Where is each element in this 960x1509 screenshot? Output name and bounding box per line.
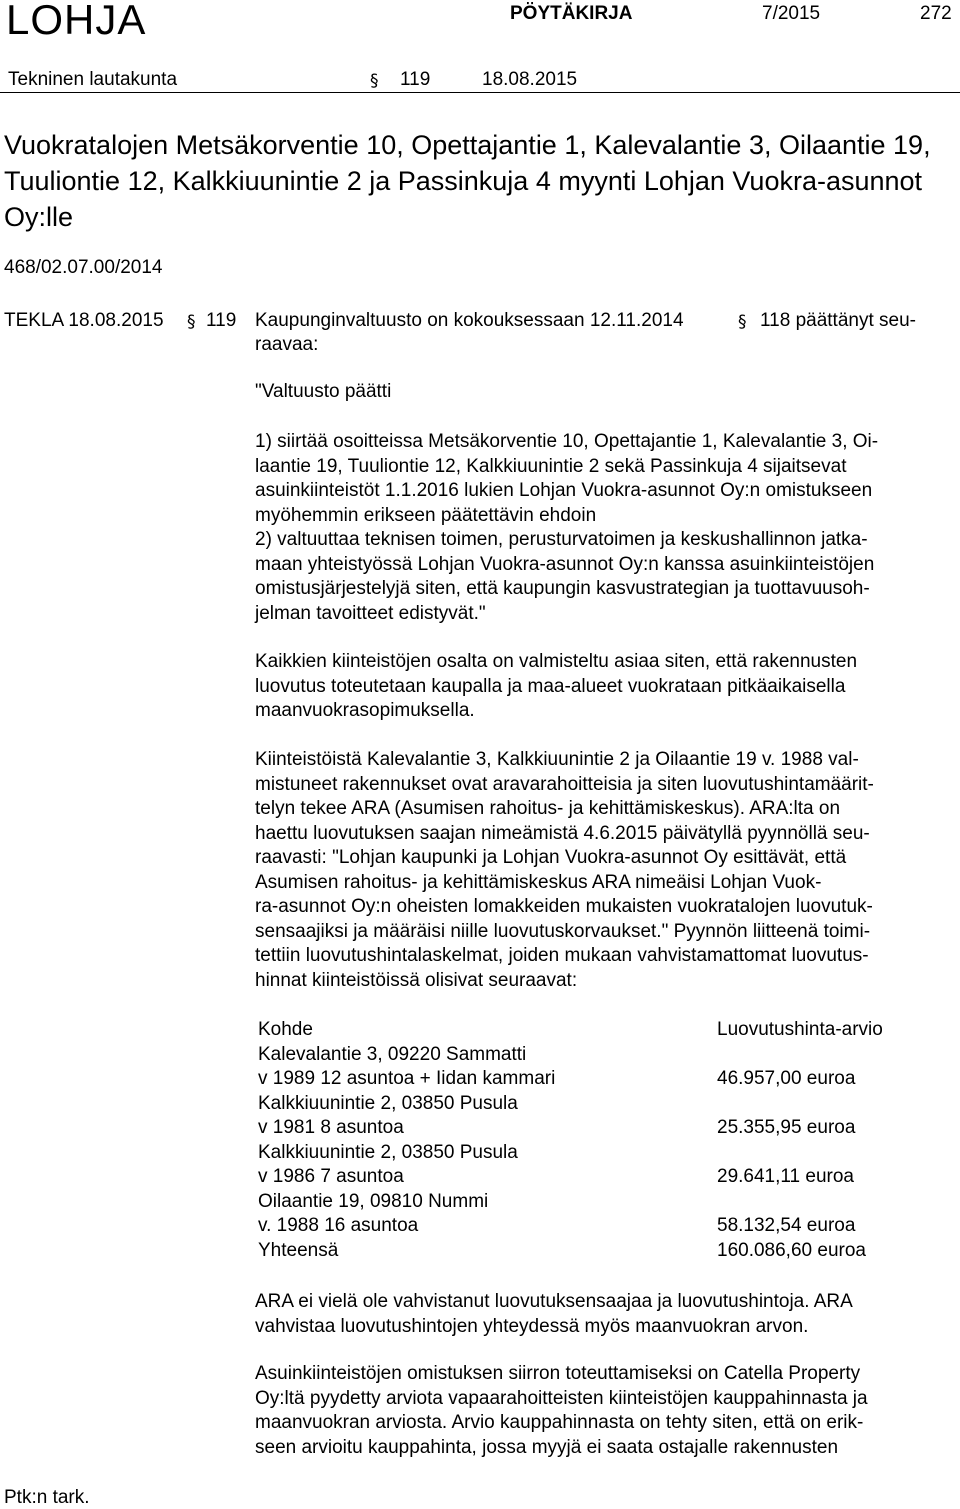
text-line: Oy:ltä pyydetty arviota vapaarahoitteisten kiinteistöjen kauppahinnasta ja	[255, 1387, 868, 1409]
text-line: raavasti: "Lohjan kaupunki ja Lohjan Vuokra-asunnot Oy esittävät, että	[255, 847, 847, 868]
text-line: maanvuokrasopimuksella.	[255, 700, 475, 721]
text-line: jelman tavoitteet edistyvät."	[255, 602, 486, 624]
issue-number: 7/2015	[762, 3, 821, 24]
header-divider	[0, 92, 960, 93]
table-cell-price: 29.641,11 euroa	[717, 1166, 854, 1187]
text-line: 1) siirtää osoitteissa Metsäkorventie 10, Opettajantie 1, Kalevalantie 3, Oi-	[255, 431, 879, 452]
table-cell-property: v 1989 12 asuntoa + Iidan kammari	[258, 1068, 556, 1089]
table-cell-price: 46.957,00 euroa	[717, 1068, 856, 1089]
text-line: Kiinteistöistä Kalevalantie 3, Kalkkiuunintie 2 ja Oilaantie 19 v. 1988 val-	[255, 749, 859, 770]
document-type: PÖYTÄKIRJA	[510, 3, 633, 24]
text-line: tettiin luovutushintalaskelmat, joiden mukaan vahvistamattomat luovutus-	[255, 945, 869, 966]
text-line: mistuneet rakennukset ovat aravarahoitteisia ja siten luovutushintamäärit-	[255, 773, 874, 795]
table-header-price: Luovutushinta-arvio	[717, 1019, 883, 1040]
paragraph-4	[255, 1362, 955, 1460]
text-line: Asumisen rahoitus- ja kehittämiskeskus ARA nimeäisi Lohjan Vuok-	[255, 871, 822, 893]
table-cell-price: 25.355,95 euroa	[717, 1117, 856, 1138]
prep-label: TEKLA 18.08.2015	[4, 310, 164, 331]
paragraph-2	[255, 748, 955, 993]
prep-text-line2: raavaa:	[255, 334, 319, 355]
table-cell-property: Kalkkiuunintie 2, 03850 Pusula	[258, 1092, 518, 1114]
diary-number: 468/02.07.00/2014	[4, 257, 163, 278]
paragraph-3	[255, 1290, 955, 1339]
text-line: laantie 19, Tuuliontie 12, Kalkkiuunintie 2 sekä Passinkuja 4 sijaitsevat	[255, 455, 847, 477]
text-line: hinnat kiinteistöissä olisivat seuraavat:	[255, 969, 578, 991]
text-line: sensaajiksi ja määräisi niille luovutuskorvaukset." Pyynnön liitteenä toimi-	[255, 920, 871, 942]
text-line: seen arvioitu kauppahinta, jossa myyjä ei saata ostajalle rakennusten	[255, 1436, 839, 1458]
page-title: Vuokratalojen Metsäkorventie 10, Opettajantie 1, Kalevalantie 3, Oilaantie 19, Tuuliontie 12, Kalkkiuunintie 2 ja Passinkuja 4 myynti Lohjan Vuokra-asunnot Oy:lle	[4, 130, 931, 232]
committee-name: Tekninen lautakunta	[8, 69, 178, 90]
meeting-date: 18.08.2015	[482, 69, 578, 90]
section-number: 119	[400, 69, 431, 90]
text-line: 2) valtuuttaa teknisen toimen, perusturvatoimen ja keskushallinnon jatka-	[255, 529, 868, 550]
quote-intro	[255, 380, 955, 405]
table-cell-price: 58.132,54 euroa	[717, 1215, 856, 1236]
text-line: omistusjärjestelyjä siten, että kaupungin kasvustrategian ja tuottavuusoh-	[255, 578, 870, 599]
text-line: Kaikkien kiinteistöjen osalta on valmisteltu asiaa siten, että rakennusten	[255, 651, 858, 672]
table-header-property: Kohde	[258, 1019, 313, 1040]
decision-block	[255, 430, 955, 626]
text-line: telyn tekee ARA (Asumisen rahoitus- ja kehittämiskeskus). ARA:lta on	[255, 798, 841, 819]
table-cell-property: v 1981 8 asuntoa	[258, 1117, 404, 1138]
section-sign-icon: §	[370, 71, 379, 91]
section-sign-icon: §	[187, 312, 196, 332]
text-line: ARA ei vielä ole vahvistanut luovutuksensaajaa ja luovutushintoja. ARA	[255, 1291, 853, 1312]
table-cell-price: 160.086,60 euroa	[717, 1239, 866, 1261]
table-cell-property: Oilaantie 19, 09810 Nummi	[258, 1190, 489, 1212]
text-line: "Valtuusto päätti	[255, 381, 392, 402]
table-cell-property: v 1986 7 asuntoa	[258, 1166, 404, 1187]
logo: LOHJA	[6, 0, 147, 43]
text-line: maanvuokran arviosta. Arvio kauppahinnasta on tehty siten, että on erik-	[255, 1412, 864, 1433]
text-line: asuinkiinteistöt 1.1.2016 lukien Lohjan Vuokra-asunnot Oy:n omistukseen	[255, 480, 873, 501]
text-line: maan yhteistyössä Lohjan Vuokra-asunnot Oy:n kanssa asuinkiinteistöjen	[255, 553, 875, 575]
table-cell-property: Kalevalantie 3, 09220 Sammatti	[258, 1043, 527, 1065]
text-line: ra-asunnot Oy:n oheisten lomakkeiden mukaisten vuokratalojen luovutuk-	[255, 896, 873, 917]
text-line: haettu luovutuksen saajan nimeämistä 4.6.2015 päivätyllä pyynnöllä seu-	[255, 822, 870, 844]
page-number: 272	[920, 3, 952, 24]
text-line: luovutus toteutetaan kaupalla ja maa-alueet vuokrataan pitkäaikaisella	[255, 675, 846, 697]
text-line: vahvistaa luovutushintojen yhteydessä myös maanvuokran arvon.	[255, 1315, 809, 1337]
prep-section-number: 119	[206, 310, 237, 331]
table-cell-property: v. 1988 16 asuntoa	[258, 1215, 419, 1236]
table-cell-property: Kalkkiuunintie 2, 03850 Pusula	[258, 1141, 518, 1163]
paragraph-1	[255, 650, 955, 724]
section-sign-icon: §	[738, 312, 747, 332]
text-line: Asuinkiinteistöjen omistuksen siirron toteuttamiseksi on Catella Property	[255, 1363, 861, 1384]
minutes-checker-label: Ptk:n tark.	[4, 1487, 90, 1508]
prep-text-b: 118 päättänyt seu-	[760, 310, 916, 331]
prep-text-a: Kaupunginvaltuusto on kokouksessaan 12.11.2014	[255, 310, 684, 331]
text-line: myöhemmin erikseen päätettävin ehdoin	[255, 504, 597, 526]
table-cell-property: Yhteensä	[258, 1239, 339, 1261]
